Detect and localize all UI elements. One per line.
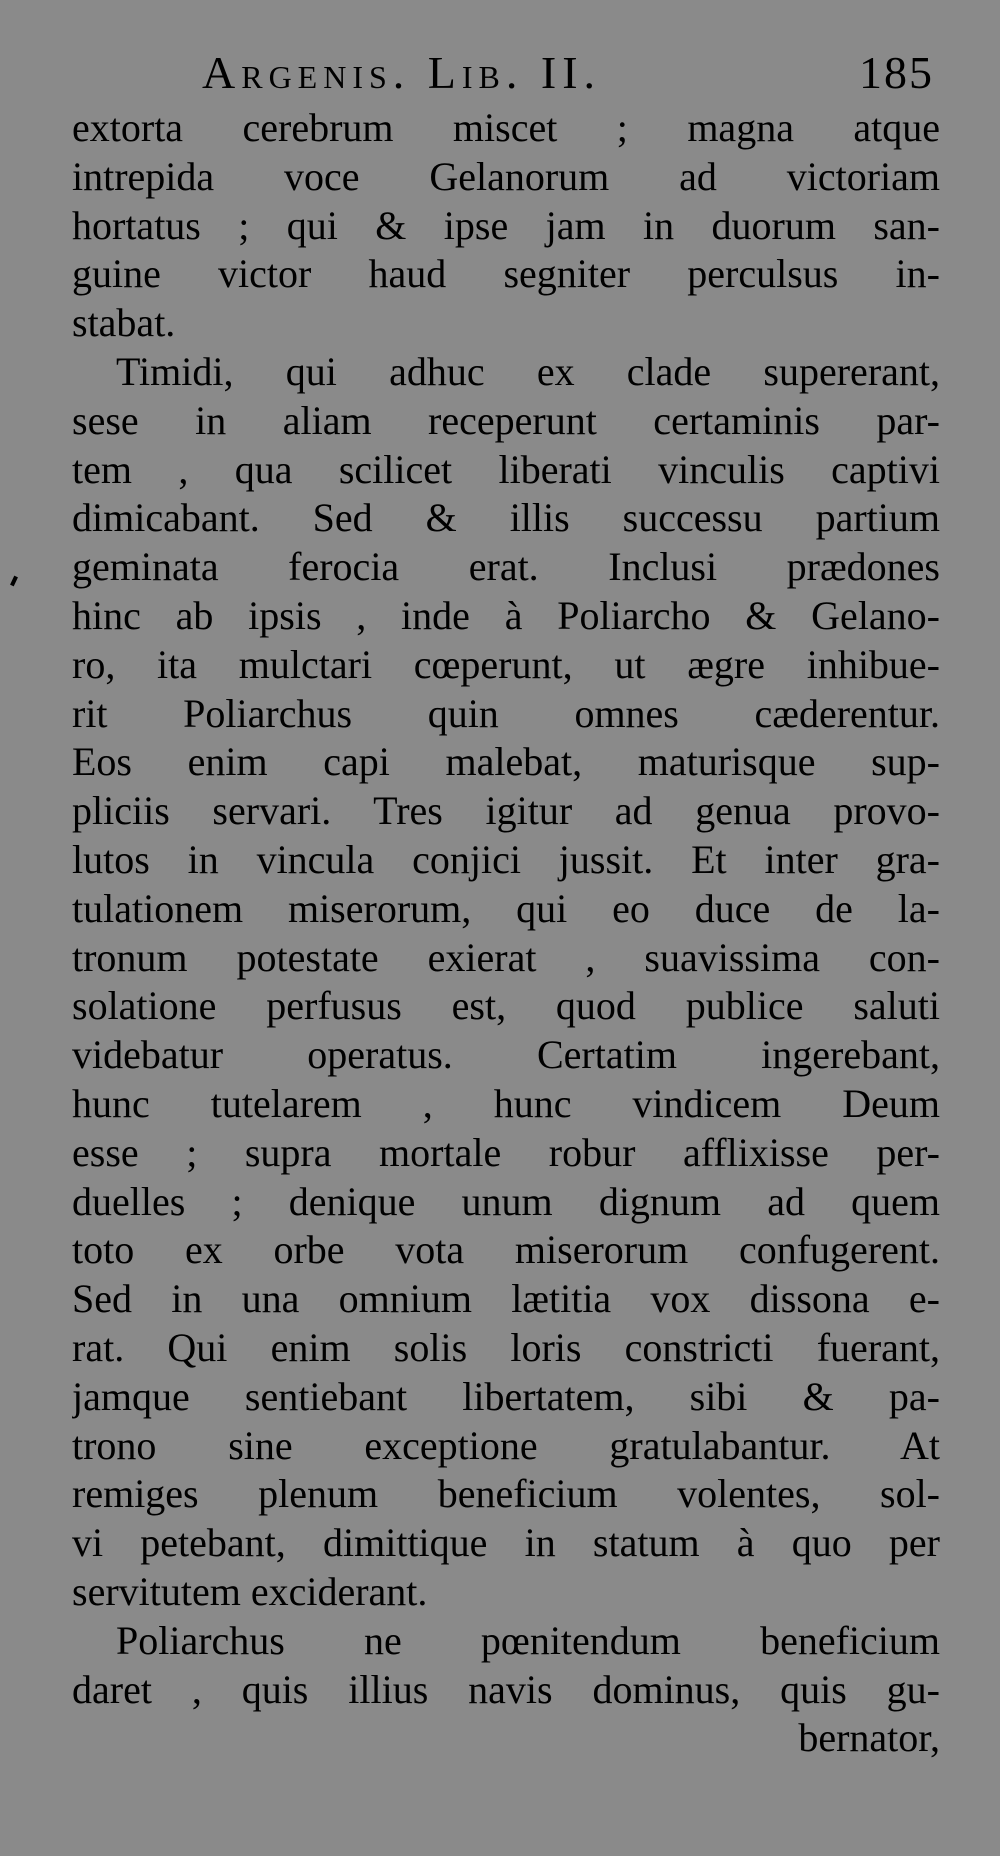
text-line: tem , qua scilicet liberati vinculis captivi — [72, 446, 940, 492]
ink-speck — [10, 576, 18, 587]
text-line: Sed in una omnium lætitia vox dissona e- — [72, 1276, 940, 1322]
text-line: tronum potestate exierat , suavissima con- — [72, 934, 940, 980]
text-line: ro, ita mulctari cœperunt, ut ægre inhibue- — [72, 641, 940, 687]
text-line: esse ; supra mortale robur afflixisse per- — [72, 1129, 940, 1175]
running-title: Argenis. Lib. II. — [202, 47, 602, 98]
text-line: servitutem exciderant. — [72, 1568, 428, 1614]
text-line: jamque sentiebant libertatem, sibi & pa- — [72, 1373, 940, 1419]
text-line: Timidi, qui adhuc ex clade supererant, — [116, 348, 940, 394]
text-line: solatione perfusus est, quod publice saluti — [72, 983, 940, 1029]
text-line: lutos in vincula conjici jussit. Et inter gra- — [72, 836, 940, 882]
text-line: vi petebant, dimittique in statum à quo per — [72, 1520, 940, 1566]
text-line: Eos enim capi malebat, maturisque sup- — [72, 739, 940, 785]
text-line: hinc ab ipsis , inde à Poliarcho & Gelano- — [72, 592, 940, 638]
text-line: remiges plenum beneficium volentes, sol- — [72, 1471, 940, 1517]
text-line: geminata ferocia erat. Inclusi prædones — [72, 544, 940, 590]
text-line: rit Poliarchus quin omnes cæderentur. — [72, 690, 940, 736]
catchword: bernator, — [798, 1715, 940, 1761]
text-line: guine victor haud segniter perculsus in- — [72, 251, 940, 297]
text-line: hunc tutelarem , hunc vindicem Deum — [72, 1080, 940, 1126]
text-line: trono sine exceptione gratulabantur. At — [72, 1422, 940, 1468]
text-line: videbatur operatus. Certatim ingerebant, — [72, 1032, 940, 1078]
text-line: sese in aliam receperunt certaminis par- — [72, 397, 940, 443]
text-line: stabat. — [72, 300, 176, 346]
text-line: duelles ; denique unum dignum ad quem — [72, 1178, 940, 1224]
body-text — [72, 104, 940, 1763]
page-number: 185 — [859, 47, 934, 98]
running-head — [72, 42, 940, 104]
text-line: daret , quis illius navis dominus, quis gu- — [72, 1666, 940, 1712]
text-line: pliciis servari. Tres igitur ad genua provo- — [72, 788, 940, 834]
text-line: Poliarchus ne pœnitendum beneficium — [116, 1617, 940, 1663]
text-line: hortatus ; qui & ipse jam in duorum san- — [72, 202, 940, 248]
text-line: rat. Qui enim solis loris constricti fuerant, — [72, 1324, 940, 1370]
text-line: tulationem miserorum, qui eo duce de la- — [72, 885, 940, 931]
text-line: extorta cerebrum miscet ; magna atque — [72, 105, 940, 150]
text-line: intrepida voce Gelanorum ad victoriam — [72, 153, 940, 199]
text-line: dimicabant. Sed & illis successu partium — [72, 495, 940, 541]
text-line: toto ex orbe vota miserorum confugerent. — [72, 1227, 940, 1273]
